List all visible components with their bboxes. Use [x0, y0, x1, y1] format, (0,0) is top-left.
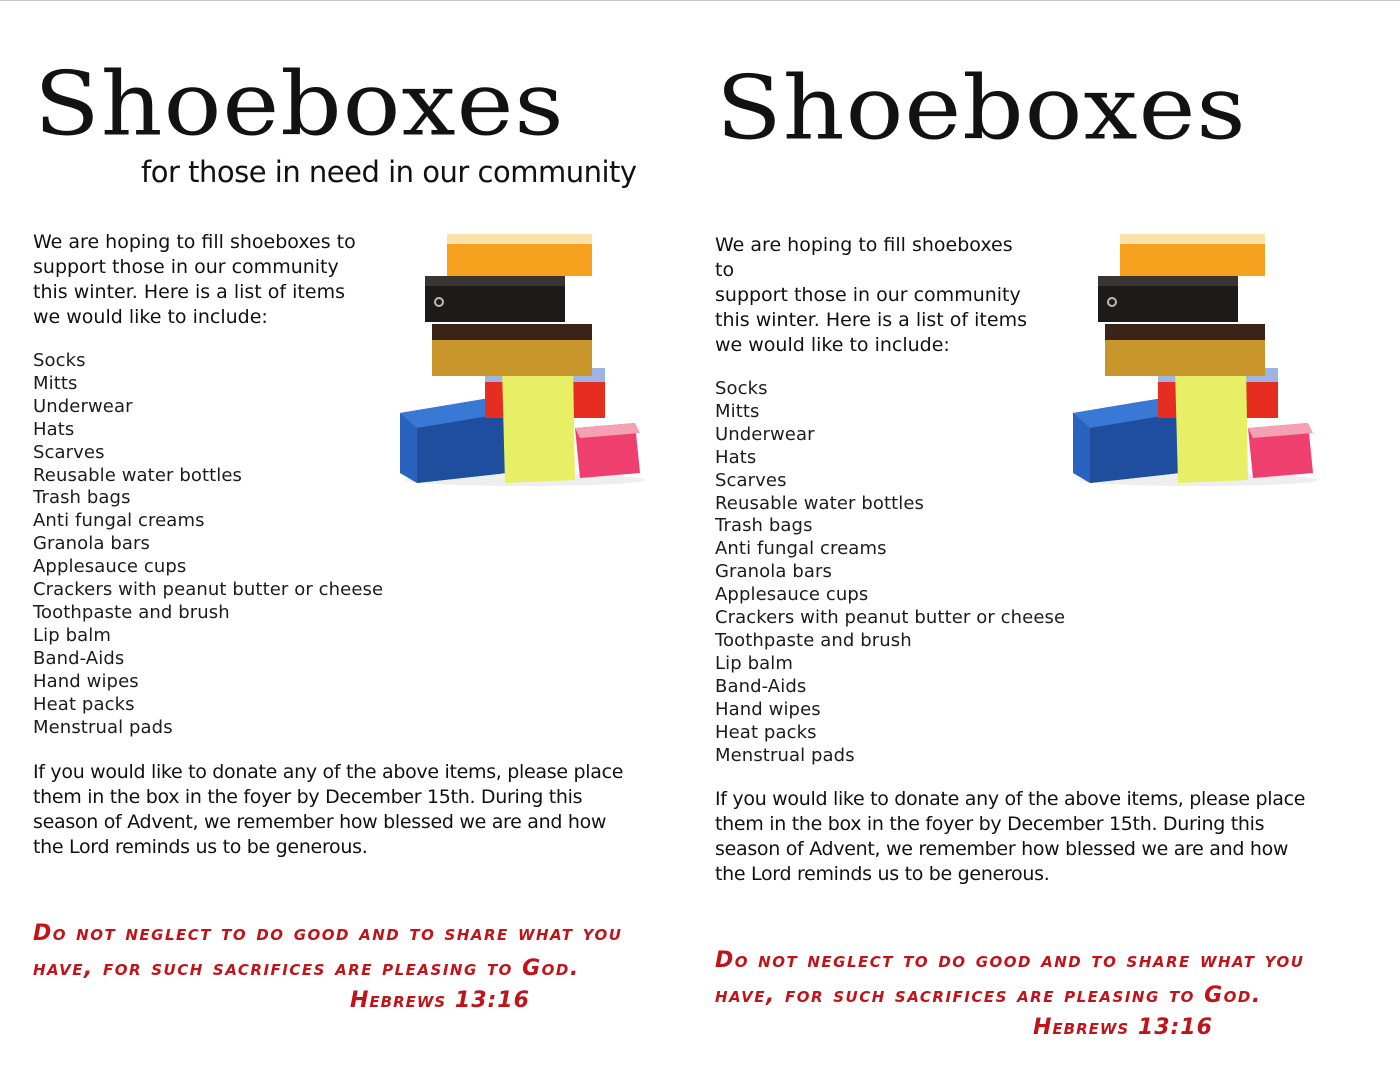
verse-line: Do not neglect to do good and to share what you — [33, 921, 623, 946]
list-item: Granola bars — [33, 533, 150, 555]
list-item: Scarves — [715, 469, 787, 491]
donation-line: If you would like to donate any of the above items, please place — [715, 788, 1306, 810]
intro-line: we would like to include: — [715, 334, 950, 356]
shoebox-stack-image — [395, 228, 655, 488]
intro-line: we would like to include: — [33, 306, 268, 328]
scripture-verse — [33, 916, 622, 986]
shoebox-stack-image — [1068, 228, 1328, 488]
list-item: Heat packs — [715, 721, 817, 743]
list-item: Applesauce cups — [715, 584, 869, 606]
list-item: Socks — [33, 350, 86, 371]
list-item: Toothpaste and brush — [33, 601, 230, 623]
list-item: Hand wipes — [33, 670, 139, 692]
donation-line: them in the box in the foyer by December 15th. During this — [715, 813, 1265, 835]
list-item: Applesauce cups — [33, 556, 187, 578]
verse-line: have, for such sacrifices are pleasing to God. — [715, 983, 1262, 1008]
verse-line: have, for such sacrifices are pleasing to God. — [33, 956, 580, 981]
list-item: Band-Aids — [715, 675, 807, 697]
donation-line: the Lord reminds us to be generous. — [715, 863, 1050, 885]
list-item: Toothpaste and brush — [715, 629, 912, 651]
list-item: Anti fungal creams — [715, 538, 887, 560]
item-list — [33, 350, 383, 739]
flyer-title: Shoeboxes — [34, 52, 565, 156]
list-item: Menstrual pads — [33, 716, 173, 738]
donation-paragraph — [33, 760, 623, 860]
list-item: Lip balm — [715, 652, 793, 674]
list-item: Trash bags — [33, 487, 131, 509]
list-item: Mitts — [715, 400, 760, 422]
list-item: Hats — [715, 446, 757, 468]
list-item: Menstrual pads — [715, 744, 855, 766]
list-item: Heat packs — [33, 693, 135, 715]
scripture-reference: Hebrews 13:16 — [350, 988, 530, 1013]
list-item: Granola bars — [715, 561, 832, 583]
flyer-subtitle: for those in need in our community — [141, 155, 637, 189]
list-item: Anti fungal creams — [33, 510, 205, 532]
list-item: Hats — [33, 418, 75, 440]
donation-line: season of Advent, we remember how blessed we are and how — [715, 838, 1289, 860]
list-item: Scarves — [33, 441, 105, 463]
donation-line: them in the box in the foyer by December 15th. During this — [33, 786, 583, 808]
scripture-reference: Hebrews 13:16 — [1033, 1015, 1213, 1040]
donation-line: the Lord reminds us to be generous. — [33, 836, 368, 858]
item-list — [715, 378, 1065, 767]
list-item: Hand wipes — [715, 698, 821, 720]
intro-line: this winter. Here is a list of items — [715, 309, 1027, 331]
list-item: Underwear — [33, 395, 133, 417]
scripture-verse — [715, 943, 1304, 1013]
intro-line: We are hoping to fill shoeboxes to — [33, 231, 356, 253]
donation-line: If you would like to donate any of the above items, please place — [33, 761, 624, 783]
flyer-title: Shoeboxes — [716, 56, 1247, 160]
flyer-right — [700, 0, 1400, 1082]
list-item: Lip balm — [33, 624, 111, 646]
donation-line: season of Advent, we remember how blessed we are and how — [33, 811, 607, 833]
list-item: Crackers with peanut butter or cheese — [715, 607, 1066, 629]
verse-line: Do not neglect to do good and to share what you — [715, 948, 1305, 973]
list-item: Band-Aids — [33, 647, 125, 669]
intro-line: support those in our community — [715, 284, 1021, 306]
list-item: Socks — [715, 378, 768, 399]
intro-line: this winter. Here is a list of items — [33, 281, 345, 303]
intro-line: to — [715, 259, 735, 281]
list-item: Underwear — [715, 423, 815, 445]
list-item: Trash bags — [715, 515, 813, 537]
intro-line: support those in our community — [33, 256, 339, 278]
donation-paragraph — [715, 787, 1305, 887]
intro-line: We are hoping to fill shoeboxes — [715, 234, 1013, 256]
list-item: Mitts — [33, 372, 78, 394]
list-item: Crackers with peanut butter or cheese — [33, 579, 384, 601]
intro-paragraph — [715, 233, 1027, 358]
list-item: Reusable water bottles — [715, 492, 925, 514]
list-item: Reusable water bottles — [33, 464, 243, 486]
intro-paragraph — [33, 230, 356, 330]
